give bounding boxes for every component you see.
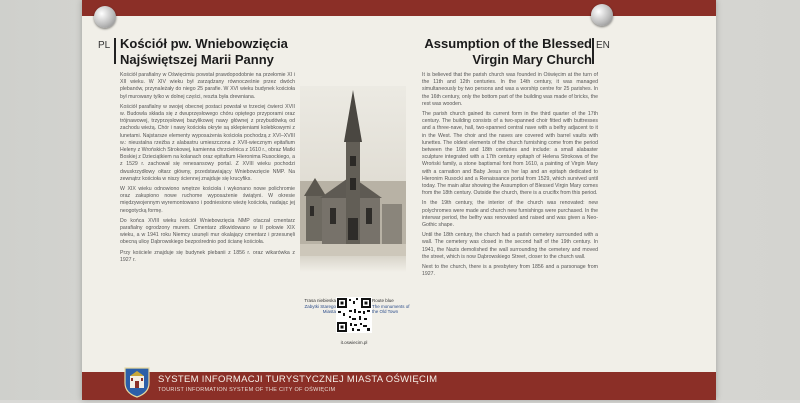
text-pl-paragraph: Przy kościele znajduje się budynek plebanii z 1856 r. oraz wikarówka z 1927 r. <box>120 249 295 263</box>
city-crest-icon <box>123 366 151 398</box>
text-en-paragraph: The parish church gained its current form in the third quarter of the 17th century. The building consists of a two-spanned choir fitted with buttresses and a three-nave, hall, two-spanned central nave with a belfry adjacent to it in the West. The choir and the naves are covered with barrel vaults with lunettes. The oldest elements of the church furnishing come from the period between the 16th and 18th centuries and include: a small alabaster sculpture integrated with a 17th century epitaph of Helena Strokowa of the Wroński family, a stone baptismal font from 1610, a painting of Virgin Mary with a carnation and Baby Jesus on her lap and an epitaph dedicated to Hieronim Rusocki and a Renaissance portal from 1529, which survived until today. The main altar showing the Assumption of Blessed Virgin Mary comes from the 18th century. Outside the church, there is a crucifix from this period. <box>422 111 598 197</box>
text-en-paragraph: It is believed that the parish church was founded in Oświęcim at the turn of the 11th and 12th centuries. In the 14th century, it was managed simultaneously by two persons and was a worship centre for 25 parishes. In the 16th century, only the bottom part of the building was made of bricks, the rest was wooden. <box>422 72 598 107</box>
text-pl-paragraph: Do końca XVIII wieku kościół Wniebowzięcia NMP otaczał cmentarz parafialny ogrodzony murem. Cmentarz zlikwidowano w II połowie XIX wieku, a w 1941 roku Niemcy usunęli mur okalający cmentarz i przesunęli obecną ulicę Dąbrowskiego bezpośrednio pod ścianę kościoła. <box>120 217 295 246</box>
title-bar-en <box>592 38 594 64</box>
qr-code[interactable] <box>336 297 372 333</box>
title-en-line2: Virgin Mary Church <box>472 52 592 67</box>
footer-title: SYSTEM INFORMACJI TURYSTYCZNEJ MIASTA OŚWIĘCIM <box>158 374 438 385</box>
qr-url: it.oswiecim.pl <box>340 340 368 345</box>
title-en-line1: Assumption of the Blessed <box>424 36 592 51</box>
text-pl-paragraph: W XIX wieku odnowiono wnętrze kościoła i wykonano nowe polichromie oraz zakupiono nowe ruchome wyposażenie świątyni. W okresie międzywojennym wyremontowano i podniesiono wieżę kościoła, nadając jej neogotycką formę. <box>120 186 295 214</box>
route-label-pl: Trasa niebieska <box>304 298 336 303</box>
lang-label-pl: PL <box>98 40 111 51</box>
route-info-en <box>372 298 410 315</box>
footer-subtitle: TOURIST INFORMATION SYSTEM OF THE CITY OF OŚWIĘCIM <box>158 387 336 393</box>
route-info-pl <box>300 298 336 315</box>
title-pl-line1: Kościół pw. Wniebowzięcia <box>120 36 288 51</box>
text-en-paragraph: In the 19th century, the interior of the church was renovated: new polychromes were made and church new furnishings were purchased. In the interwar period, the belfry was renovated and raised and was given a Neo-Gothic shape. <box>422 200 598 229</box>
text-column-en <box>422 72 598 364</box>
lang-label-en: EN <box>596 40 610 51</box>
title-pl-line2: Najświętszej Marii Panny <box>120 52 274 67</box>
text-pl-paragraph: Kościół parafialny w Oświęcimiu powstał prawdopodobnie na przełomie XI i XII wieku. W XIV wieku był zarządzany równocześnie przez dwóch plebanów, przynależały do niego 25 parafie. W XVI wieku budynek kościoła był murowany tylko w dolnej części, reszta była drewniana. <box>120 72 295 100</box>
church-photo <box>300 86 406 256</box>
route-name-pl: Zabytki Starego Miasta <box>304 303 336 314</box>
text-en-paragraph: Until the 18th century, the church had a parish cemetery surrounded with a wall. The cemetery was closed in the second half of the 19th century. In 1941, the Nazis demolished the wall surrounding the cemetery and moved the street, which is now Dąbrowskiego Street, closer to the church wall. <box>422 232 598 260</box>
text-pl-paragraph: Kościół parafialny w swojej obecnej postaci powstał w trzeciej ćwierci XVII w. Budowla składa się z dwuprzęsłowego chóru opiętego przyporami oraz trójnawowej, trzyprzęsłowej bazylikowej nawy głównej z przybudówką od zachodu wieżą. Chór i nawy kościoła okryte są sklepieniami kolebkowymi z lunetami. Najstarsze elementy wyposażenia kościoła pochodzą z XVI–XVIII w.: nieustalna rzeźba z alabastru umieszczona z XVII-wiecznym epitafium Heleny z Wrońskich Strokowej, kamienna chrzcielnica z 1610 r., obraz Matki Boskiej z Dzieciątkiem na kolanach oraz epitafium Hieronima Rusockiego, a z 1529 r. zachował się renesansowy portal. Z XVIII wieku pochodzi dwuskrzydłowy ołtarz główny, przedstawiający Wniebowzięcie NMP. Na zewnątrz kościoła w niszy ściennej znajduje się krucyfiks. <box>120 103 295 182</box>
qr-code-icon <box>336 297 372 333</box>
route-label-en: Route blue <box>372 298 394 303</box>
church-drawing <box>300 86 406 256</box>
bolt-top-left <box>94 6 116 28</box>
photo-fade <box>300 256 406 272</box>
board-top-strip <box>82 0 716 16</box>
title-pl <box>120 36 300 68</box>
text-column-pl <box>120 72 295 364</box>
text-en-paragraph: Next to the church, there is a presbytery from 1856 and a parsonage from 1927. <box>422 264 598 278</box>
route-name-en: The monuments of the Old Town <box>372 303 410 314</box>
title-en <box>420 36 592 68</box>
title-bar-pl <box>114 38 116 64</box>
bolt-top-right <box>591 4 613 26</box>
